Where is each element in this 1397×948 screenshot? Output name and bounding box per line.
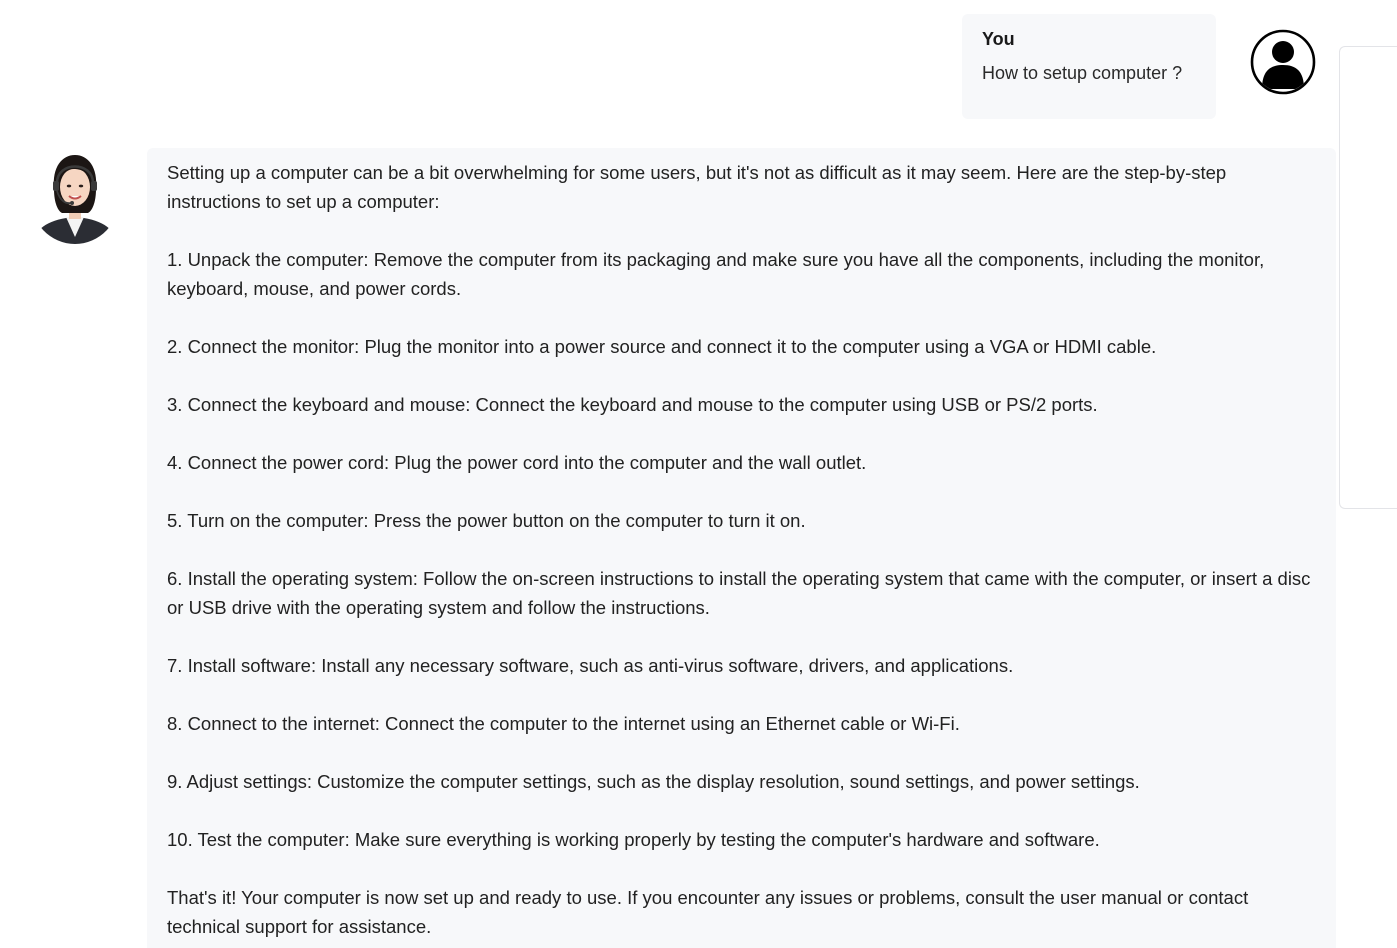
user-message-author: You	[982, 29, 1015, 49]
assistant-step: 3. Connect the keyboard and mouse: Connect the keyboard and mouse to the computer using USB or PS/2 ports.	[167, 394, 1098, 415]
assistant-step: 6. Install the operating system: Follow the on-screen instructions to install the operating system that came with the computer, or insert a disc or USB drive with the operating system and follow the instructions.	[167, 568, 1311, 618]
user-message-bubble	[962, 14, 1216, 119]
assistant-outro: That's it! Your computer is now set up and ready to use. If you encounter any issues or problems, consult the user manual or contact technical support for assistance.	[167, 887, 1249, 937]
assistant-step: 9. Adjust settings: Customize the computer settings, such as the display resolution, sound settings, and power settings.	[167, 771, 1140, 792]
user-circle-icon	[1250, 29, 1316, 95]
assistant-step: 7. Install software: Install any necessary software, such as anti-virus software, drivers, and applications.	[167, 655, 1014, 676]
assistant-step: 4. Connect the power cord: Plug the power cord into the computer and the wall outlet.	[167, 452, 867, 473]
user-message-text: How to setup computer ?	[982, 63, 1183, 83]
assistant-message-bubble	[147, 148, 1336, 948]
assistant-step: 2. Connect the monitor: Plug the monitor into a power source and connect it to the computer using a VGA or HDMI cable.	[167, 336, 1157, 357]
side-panel	[1339, 46, 1397, 509]
assistant-step: 5. Turn on the computer: Press the power button on the computer to turn it on.	[167, 510, 806, 531]
assistant-step: 8. Connect to the internet: Connect the computer to the internet using an Ethernet cable or Wi-Fi.	[167, 713, 960, 734]
assistant-step: 1. Unpack the computer: Remove the computer from its packaging and make sure you have all the components, including the monitor, keyboard, mouse, and power cords.	[167, 249, 1265, 299]
support-agent-avatar	[30, 149, 120, 244]
assistant-step: 10. Test the computer: Make sure everything is working properly by testing the computer's hardware and software.	[167, 829, 1100, 850]
assistant-intro: Setting up a computer can be a bit overwhelming for some users, but it's not as difficult as it may seem. Here are the step-by-step instructions to set up a computer:	[167, 162, 1227, 212]
